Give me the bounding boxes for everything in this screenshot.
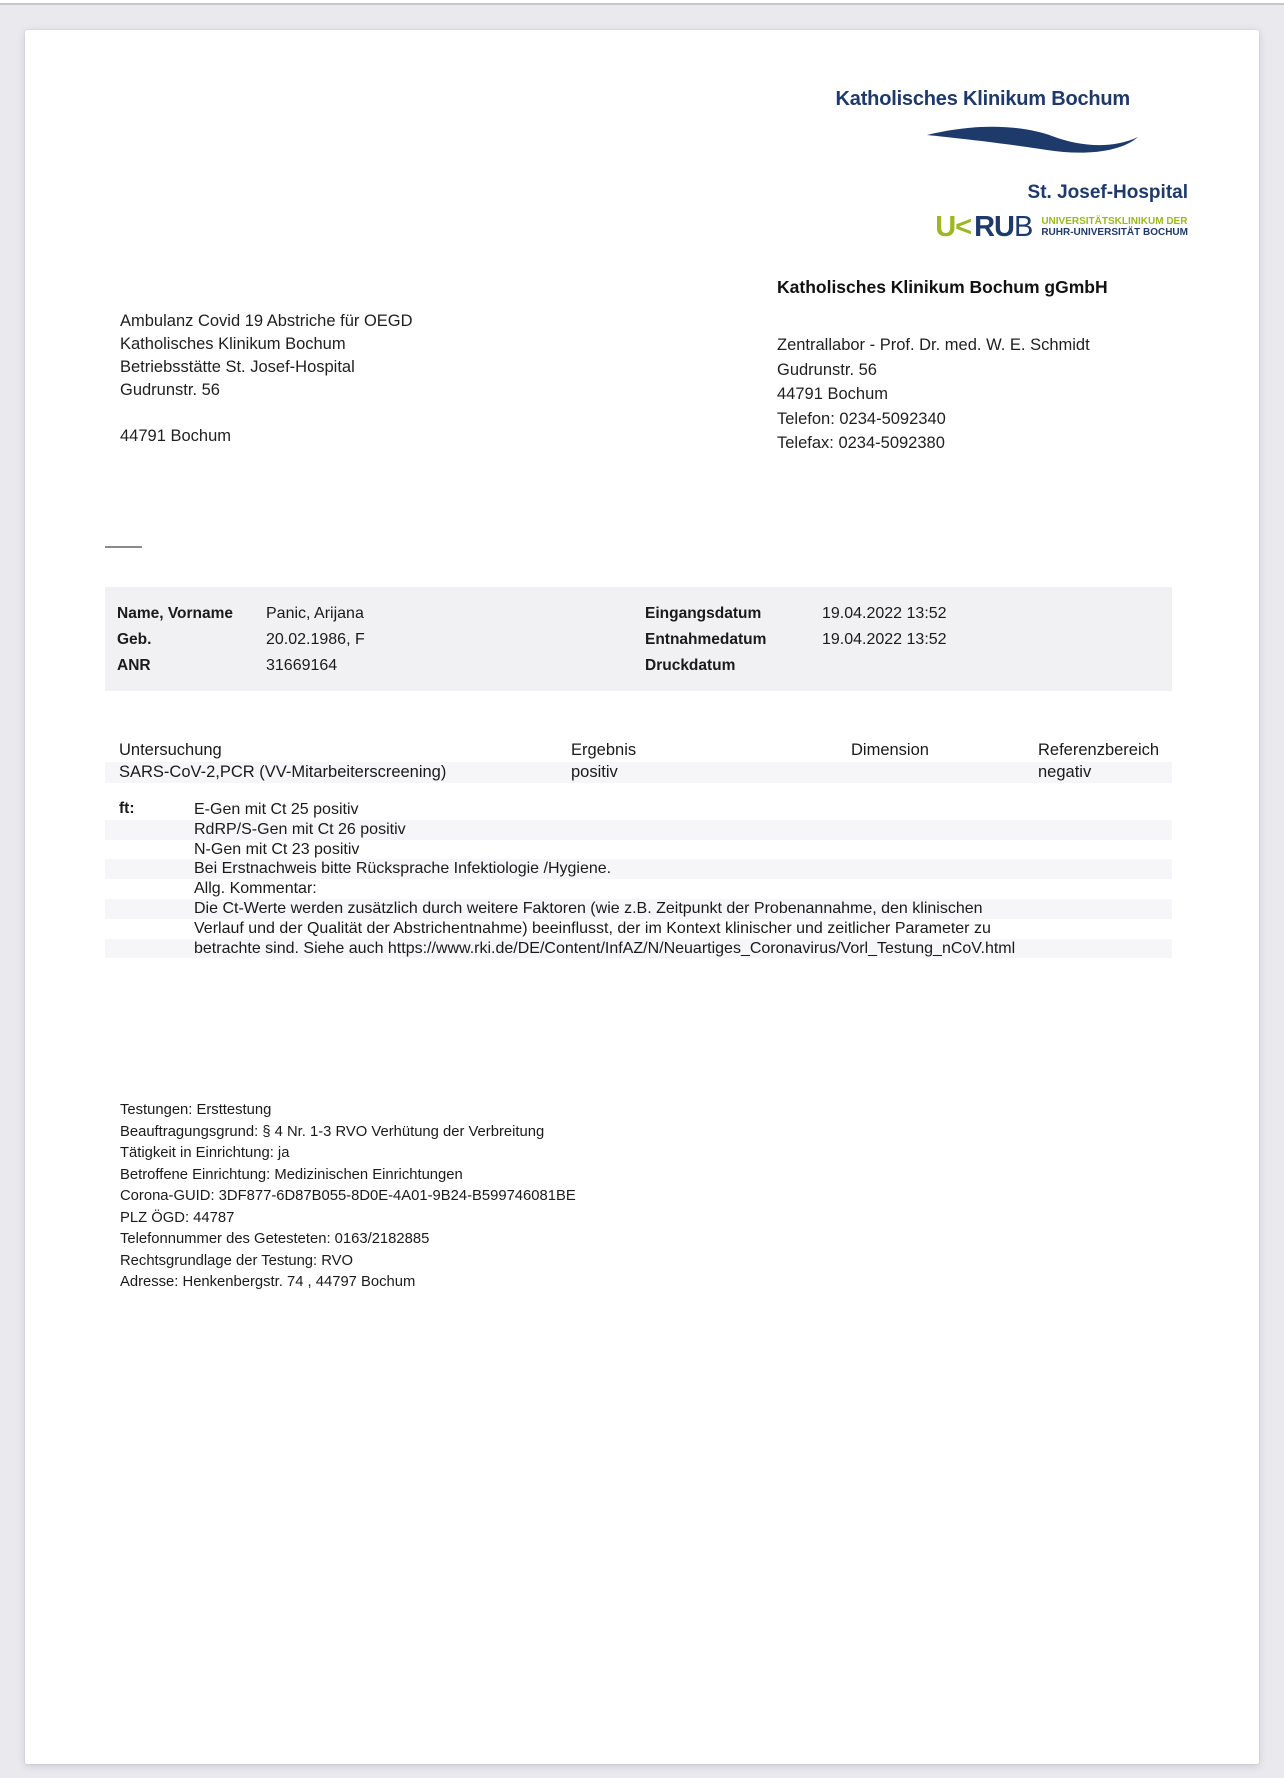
footnote-line: Bei Erstnachweis bitte Rücksprache Infektiologie /Hygiene. — [105, 859, 1172, 879]
results-header-row — [105, 740, 1172, 761]
ukrub-wordmark — [935, 212, 1032, 242]
document-page — [25, 30, 1259, 1764]
detail-line: Rechtsgrundlage der Testung: RVO — [120, 1252, 354, 1269]
lab-line: 44791 Bochum — [777, 385, 888, 403]
viewer-top-edge — [0, 0, 1284, 5]
footnote-line: RdRP/S-Gen mit Ct 26 positiv — [105, 820, 1172, 840]
recipient-line: Katholisches Klinikum Bochum — [120, 335, 346, 353]
ukrub-subtitle — [1041, 216, 1188, 238]
lab-line: Telefax: 0234-5092380 — [777, 434, 945, 452]
detail-line: PLZ ÖGD: 44787 — [120, 1209, 235, 1226]
footnote-line: N-Gen mit Ct 23 positiv — [194, 840, 360, 858]
recipient-address — [120, 310, 413, 448]
recipient-line: Gudrunstr. 56 — [120, 381, 220, 399]
footnote-line: Die Ct-Werte werden zusätzlich durch weitere Faktoren (wie z.B. Zeitpunkt der Probenannahme, den klinischen — [105, 899, 1172, 919]
footnote-label: ft: — [119, 800, 135, 817]
patient-label: Druckdatum — [645, 657, 736, 674]
ukrub-subtitle-line2: RUHR-UNIVERSITÄT BOCHUM — [1041, 227, 1188, 238]
result-value: positiv — [571, 763, 618, 781]
results-header-untersuchung: Untersuchung — [119, 741, 222, 759]
patient-info-panel — [105, 587, 1172, 691]
patient-label: Name, Vorname — [117, 605, 234, 622]
patient-label: Eingangsdatum — [645, 605, 762, 622]
recipient-line: Betriebsstätte St. Josef-Hospital — [120, 358, 355, 376]
clinic-brand-title: Katholisches Klinikum Bochum — [835, 88, 1130, 110]
detail-line: Telefonnummer des Getesteten: 0163/2182885 — [120, 1231, 430, 1247]
patient-anr-value: 31669164 — [266, 657, 338, 674]
lab-line: Zentrallabor - Prof. Dr. med. W. E. Schmidt — [777, 336, 1090, 354]
lab-line: Gudrunstr. 56 — [777, 360, 877, 379]
patient-name-value: Panic, Arijana — [266, 605, 364, 622]
ukrub-subtitle-line1: UNIVERSITÄTSKLINIKUM DER — [1041, 216, 1188, 227]
results-header-ergebnis: Ergebnis — [571, 741, 637, 759]
footnote-line: E-Gen mit Ct 25 positiv — [194, 801, 359, 818]
footnote-line-url: betrachte sind. Siehe auch https://www.rki.de/DE/Content/InfAZ/N/Neuartiges_Coronavirus/Vorl_Testung_nCoV.html — [105, 939, 1172, 959]
uk-letters: U< — [935, 211, 972, 243]
test-details-block — [120, 1100, 576, 1294]
patient-birthdate-value: 20.02.1986, F — [266, 631, 365, 648]
detail-line: Beauftragungsgrund: § 4 Nr. 1-3 RVO Verhütung der Verbreitung — [120, 1123, 545, 1140]
footnote-line: Allg. Kommentar: — [194, 880, 317, 898]
detail-line: Betroffene Einrichtung: Medizinischen Einrichtungen — [120, 1166, 463, 1183]
recipient-blank-line — [120, 402, 413, 425]
patient-label: Geb. — [117, 631, 152, 648]
footnote-block — [105, 800, 1172, 958]
lab-contact-block — [777, 333, 1090, 456]
company-name: Katholisches Klinikum Bochum gGmbH — [777, 277, 1108, 297]
detail-line: Tätigkeit in Einrichtung: ja — [120, 1145, 290, 1161]
recipient-line: Ambulanz Covid 19 Abstriche für OEGD — [120, 312, 413, 330]
results-header-referenzbereich: Referenzbereich — [1038, 741, 1160, 759]
detail-line: Adresse: Henkenbergstr. 74 , 44797 Bochum — [120, 1274, 416, 1290]
collection-date-value: 19.04.2022 13:52 — [822, 631, 947, 648]
separator-dash — [105, 546, 142, 548]
results-header-dimension: Dimension — [851, 741, 929, 759]
footnote-line: Verlauf und der Qualität der Abstrichentnahme) beeinflusst, der im Kontext klinischer und zeitlicher Parameter zu — [194, 919, 991, 937]
lab-line: Telefon: 0234-5092340 — [777, 409, 946, 428]
receipt-date-value: 19.04.2022 13:52 — [822, 605, 947, 622]
result-reference: negativ — [1038, 763, 1092, 781]
patient-label: ANR — [117, 657, 151, 674]
b-letter: B — [1013, 211, 1033, 243]
detail-line: Testungen: Ersttestung — [120, 1102, 272, 1118]
result-test-name: SARS-CoV-2,PCR (VV-Mitarbeiterscreening) — [119, 763, 447, 781]
patient-label: Entnahmedatum — [645, 631, 767, 648]
recipient-city: 44791 Bochum — [120, 427, 231, 445]
ukrub-logo — [935, 212, 1188, 242]
ru-letters: RU — [974, 211, 1014, 243]
detail-line: Corona-GUID: 3DF877-6D87B055-8D0E-4A01-9B24-B599746081BE — [120, 1188, 576, 1204]
hospital-name: St. Josef-Hospital — [1027, 182, 1188, 203]
result-row — [105, 762, 1172, 783]
brand-swoosh-icon — [925, 126, 1140, 156]
